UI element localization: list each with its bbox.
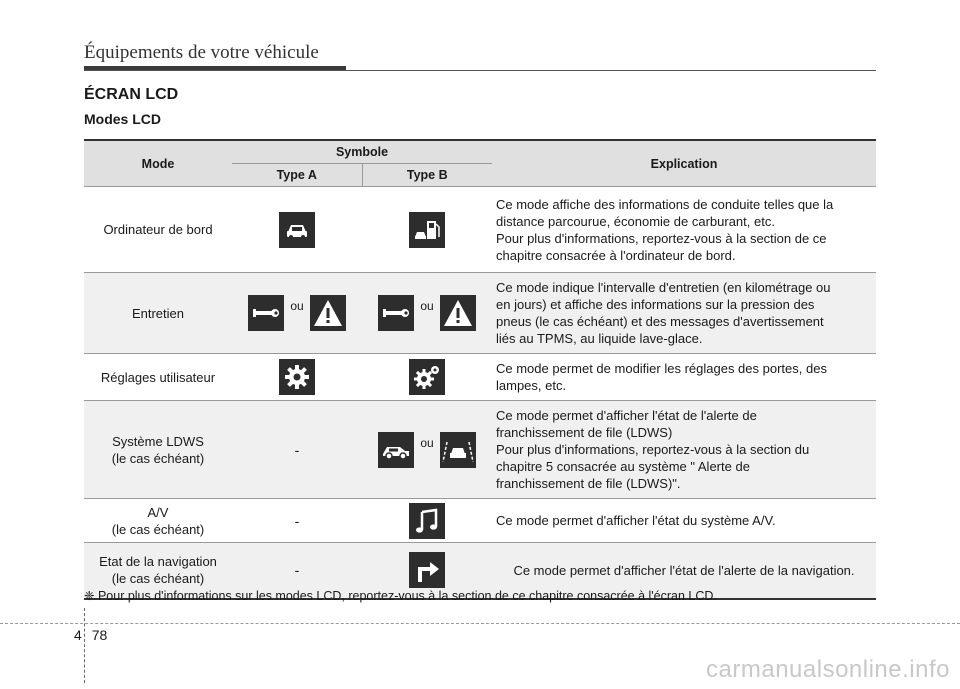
mode-label: A/V [147, 504, 169, 520]
explanation-cell [492, 273, 876, 354]
type-b-cell [362, 499, 492, 543]
explanation-cell [492, 354, 876, 401]
mode-label: Réglages utilisateur [100, 369, 216, 385]
table-row [84, 499, 876, 543]
mode-cell [84, 499, 232, 543]
header-mode: Mode [84, 140, 232, 187]
lane-departure-icon [440, 432, 476, 468]
mode-label: (le cas échéant) [111, 450, 205, 466]
mode-cell [84, 187, 232, 273]
type-a-cell [232, 273, 362, 354]
not-applicable: - [294, 562, 300, 579]
car-side-icon [378, 432, 414, 468]
explanation-line: liés au TPMS, au liquide lave-glace. [496, 331, 703, 346]
page-number-value: 78 [91, 627, 108, 643]
header-title: Équipements de votre véhicule [84, 42, 319, 63]
mode-label: Entretien [131, 305, 185, 321]
explanation-line: pneus (le cas échéant) et des messages d'avertissement [496, 314, 824, 329]
gears-icon [409, 359, 445, 395]
lcd-modes-table [84, 139, 876, 600]
mode-label: (le cas échéant) [111, 571, 205, 587]
type-a-cell [232, 499, 362, 543]
mode-cell [84, 354, 232, 401]
turn-arrow-icon [409, 552, 445, 588]
explanation-line: Ce mode permet de modifier les réglages des portes, des [496, 361, 827, 376]
music-note-icon [409, 503, 445, 539]
explanation-cell [492, 187, 876, 273]
footnote: ❈ Pour plus d'informations sur les modes LCD, reportez-vous à la section de ce chapitre consacrée à l'écran LCD. [84, 589, 717, 603]
section-title: ÉCRAN LCD [84, 86, 179, 103]
chapter-number: 4 [74, 627, 82, 643]
gear-icon [279, 359, 315, 395]
table-row [84, 273, 876, 354]
table-row [84, 187, 876, 273]
header-type-a: Type A [232, 164, 362, 187]
not-applicable: - [294, 512, 300, 529]
explanation-line: lampes, etc. [496, 378, 567, 393]
explanation-line: Ce mode permet d'afficher l'état du système A/V. [496, 513, 776, 528]
watermark: carmanualsonline.info [706, 656, 950, 683]
header-symbole: Symbole [232, 140, 492, 164]
subsection-title: Modes LCD [84, 111, 161, 127]
explanation-cell [492, 499, 876, 543]
mode-label: Ordinateur de bord [103, 222, 213, 237]
explanation-line: Ce mode affiche des informations de conduite telles que la [496, 196, 834, 212]
explanation-line: Pour plus d'informations, reportez-vous à la section du [496, 442, 810, 457]
mode-label: Etat de la navigation [99, 554, 217, 570]
fuel-pump-icon [409, 212, 445, 248]
explanation-line: distance parcourue, économie de carburant, etc. [496, 213, 775, 229]
mode-cell [84, 401, 232, 499]
warning-triangle-icon [310, 295, 346, 331]
mode-cell [84, 273, 232, 354]
explanation-line: Ce mode permet d'afficher l'état de l'alerte de la navigation. [513, 562, 855, 578]
wrench-icon [378, 295, 414, 331]
explanation-line: franchissement de file (LDWS) [496, 425, 673, 440]
explanation-line: chapitre consacrée à l'ordinateur de bord. [496, 247, 736, 263]
not-applicable: - [294, 441, 300, 458]
ou-label: ou [290, 299, 304, 313]
type-a-cell [232, 401, 362, 499]
car-trip-icon [279, 212, 315, 248]
explanation-line: en jours) et affiche des informations sur la pression des [496, 297, 815, 312]
warning-triangle-icon [440, 295, 476, 331]
type-a-cell [232, 354, 362, 401]
wrench-icon [248, 295, 284, 331]
ou-label: ou [420, 299, 434, 313]
explanation-line: chapitre 5 consacrée au système " Alerte de [496, 459, 750, 474]
type-a-cell [232, 187, 362, 273]
table-row [84, 354, 876, 401]
explanation-line: Pour plus d'informations, reportez-vous à la section de ce [496, 230, 827, 246]
type-b-cell [362, 273, 492, 354]
footer-margin-line [84, 608, 86, 683]
header-explication: Explication [492, 140, 876, 187]
explanation-line: franchissement de file (LDWS)". [496, 476, 681, 491]
header-divider [84, 70, 876, 71]
page-number [74, 627, 107, 643]
explanation-line: Ce mode permet d'afficher l'état de l'alerte de [496, 408, 757, 423]
mode-label: Système LDWS [112, 433, 204, 449]
explanation-line: Ce mode indique l'intervalle d'entretien (en kilométrage ou [496, 280, 831, 295]
footer-divider [0, 623, 960, 624]
ou-label: ou [420, 435, 434, 450]
type-b-cell [362, 187, 492, 273]
header-type-b: Type B [362, 164, 492, 187]
explanation-cell [492, 401, 876, 499]
type-b-cell [362, 401, 492, 499]
type-b-cell [362, 354, 492, 401]
table-row [84, 401, 876, 499]
mode-label: (le cas échéant) [111, 521, 205, 537]
